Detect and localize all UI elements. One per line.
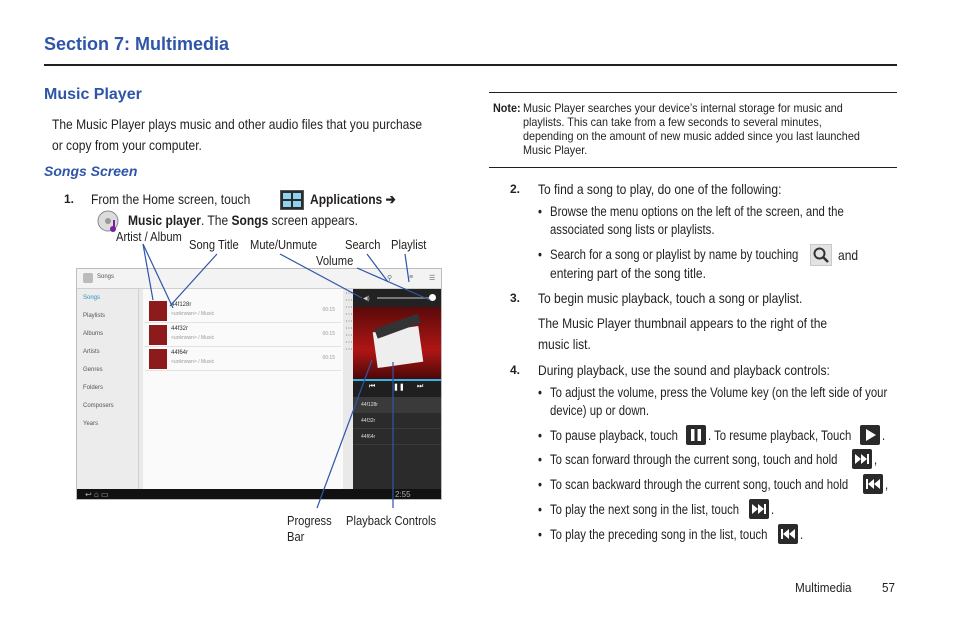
playlist-item[interactable]: 44f32r [353,413,442,429]
step-2-bullet-2-and: and [838,247,859,263]
step-1-the: . The [200,212,229,228]
step-2-bullet-2-line-1: Search for a song or playlist by name by touching [550,247,799,262]
sidebar-item-composers[interactable]: Composers [83,403,114,409]
section-title: Section 7: Multimedia [44,34,230,54]
next-bullet-text: To play the next song in the list, touch [550,502,740,517]
sidebar-item-folders[interactable]: Folders [83,385,104,391]
song-title: 44f32r [171,326,189,332]
app-title: Songs [97,274,115,280]
page-number: 57 [882,580,896,595]
previous-bullet-end: . [800,527,804,542]
songs-screen-heading: Songs Screen [44,163,138,179]
fast-forward-icon [852,449,872,469]
mute-icon[interactable]: ◀) [363,296,370,302]
song-duration: 00:15 [322,307,335,313]
rewind-bullet-text: To scan backward through the current song, touch and hold [550,477,849,492]
note-line-4: Music Player. [523,143,588,157]
bullet-dot: • [538,452,542,467]
sidebar-item-artists[interactable]: Artists [83,349,100,355]
bullet-dot: • [538,204,542,219]
sidebar-item-playlists[interactable]: Playlists [83,313,106,319]
footer-label: Multimedia [795,580,852,595]
step-3-number: 3. [510,291,521,305]
callout-song-title: Song Title [189,237,239,252]
callout-mute-unmute: Mute/Unmute [250,237,318,252]
playlist-item[interactable]: 44f64r [353,429,442,445]
back-icon[interactable]: ↩ ⌂ ▭ [85,490,109,499]
playlist-icon[interactable]: ≡ [409,274,414,281]
callout-artist-album: Artist / Album [116,229,182,244]
song-artist: <unknown> / Music [171,359,215,365]
note-line-2: playlists. This can take from a few seconds to several minutes, [523,115,822,129]
search-icon[interactable]: ⚲ [387,275,393,282]
rewind-bullet-end: , [885,477,889,492]
sidebar-item-albums[interactable]: Albums [83,331,104,337]
step-2-text: To find a song to play, do one of the following: [538,181,782,197]
next-bullet-end: . [771,502,775,517]
search-icon [810,244,832,266]
step-3-text: To begin music playback, touch a song or playlist. [538,290,803,306]
clock: 2:55 [395,490,411,499]
pause-icon [686,425,706,445]
song-title: 44f64r [171,350,189,356]
intro-line-2: or copy from your computer. [52,137,202,153]
previous-track-icon [778,524,798,544]
step-1-applications: Applications ➔ [310,191,396,207]
pause-bullet-text: To pause playback, touch [550,428,678,443]
step-2-bullet-2-line-2: entering part of the song title. [550,265,706,281]
menu-icon[interactable]: ☰ [429,275,436,282]
step-3-para-line-1: The Music Player thumbnail appears to the right of the [538,315,828,331]
step-2-number: 2. [510,182,521,196]
callout-playback-controls: Playback Controls [346,513,437,528]
music-player-label: Music player [128,212,201,228]
song-artist: <unknown> / Music [171,335,215,341]
step-2-bullet-1-line-2: associated song lists or playlists. [550,222,715,237]
step-4-number: 4. [510,363,521,377]
song-artist: <unknown> / Music [171,311,215,317]
song-duration: 00:15 [322,355,335,361]
songs-label: Songs [231,212,269,228]
note-line-1: Music Player searches your device’s internal storage for music and [523,101,843,115]
callout-volume: Volume [316,253,354,268]
forward-bullet-end: , [874,452,878,467]
callout-progress-2: Bar [287,529,305,544]
sidebar-item-songs[interactable]: Songs [83,295,101,301]
previous-bullet-text: To play the preceding song in the list, touch [550,527,768,542]
bullet-dot: • [538,385,542,400]
intro-line-1: The Music Player plays music and other audio files that you purchase [52,116,423,132]
callout-playlist: Playlist [391,237,427,252]
next-icon[interactable]: ⏭ [417,383,424,390]
pause-icon[interactable]: ❚❚ [393,384,405,391]
volume-bullet-line-2: device) up or down. [550,403,649,418]
step-2-bullet-1-line-1: Browse the menu options on the left of the screen, and the [550,204,844,219]
sidebar-item-genres[interactable]: Genres [83,367,103,373]
forward-bullet-text: To scan forward through the current song, touch and hold [550,452,838,467]
pause-bullet-end: . [882,428,886,443]
next-track-icon [749,499,769,519]
step-1-text-a: From the Home screen, touch [91,191,251,207]
pause-bullet-resume: . To resume playback, Touch [708,428,852,443]
play-icon [860,425,880,445]
bullet-dot: • [538,247,542,262]
bullet-dot: • [538,477,542,492]
volume-bullet-line-1: To adjust the volume, press the Volume key (on the left side of your [550,385,888,400]
bullet-dot: • [538,502,542,517]
bullet-dot: • [538,428,542,443]
sidebar-item-years[interactable]: Years [83,421,99,427]
song-title: 44f128r [171,302,192,308]
alpha-index[interactable]: • • • • • • • • • • • • • • • • • • • • • • • • • • • [345,290,353,351]
music-player-heading: Music Player [44,86,142,103]
step-3-para-line-2: music list. [538,336,591,352]
step-4-text: During playback, use the sound and playback controls: [538,362,830,378]
callout-progress-1: Progress [287,513,332,528]
step-1-number: 1. [64,192,75,206]
playlist-item[interactable]: 44f128r [353,397,442,413]
rewind-icon [863,474,883,494]
song-duration: 00:15 [322,331,335,337]
previous-icon[interactable]: ⏮ [369,383,376,390]
callout-search: Search [345,237,381,252]
bullet-dot: • [538,527,542,542]
note-label: Note: [493,101,521,115]
note-line-3: depending on the amount of new music added since you last launched [523,129,860,143]
step-1-appears: screen appears. [271,212,359,228]
